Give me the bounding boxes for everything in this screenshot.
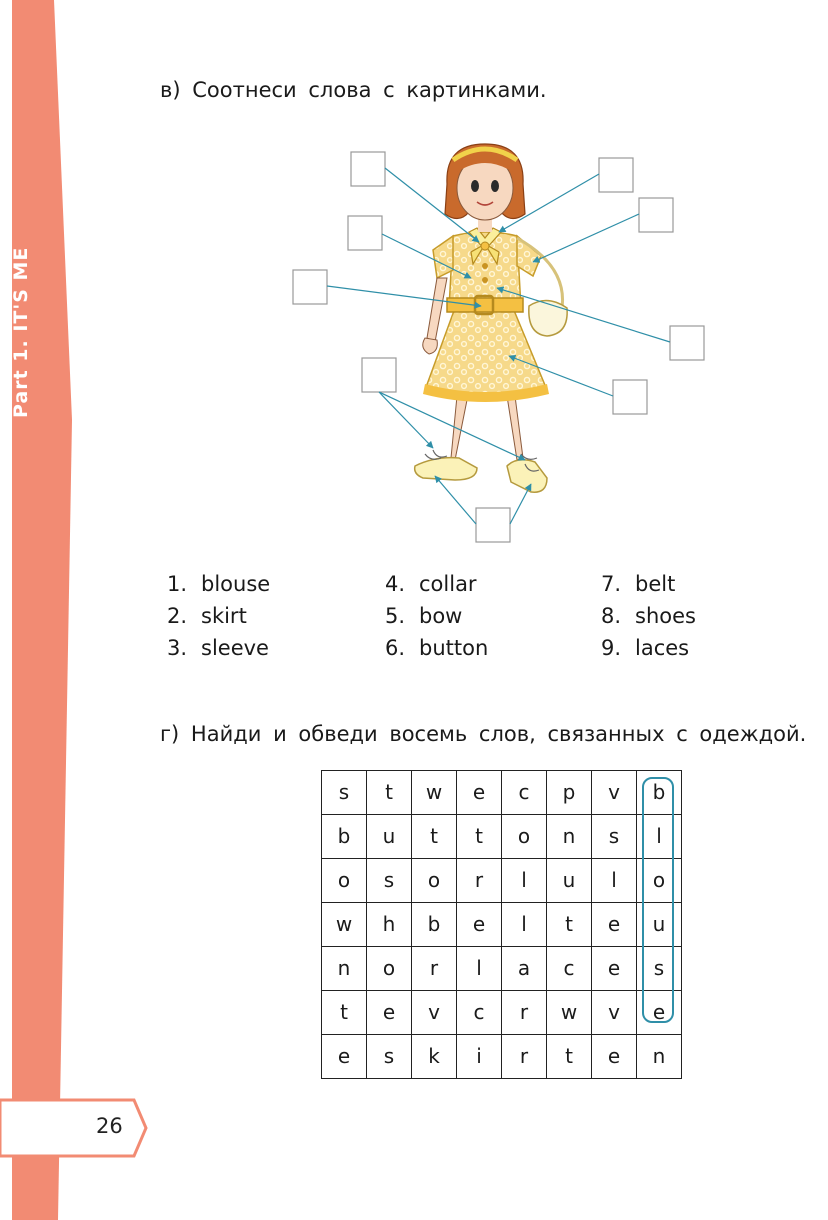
word-item <box>601 568 696 600</box>
word-number: 3. <box>167 636 188 660</box>
grid-cell[interactable]: t <box>457 815 502 859</box>
grid-cell[interactable]: p <box>547 771 592 815</box>
word-text: shoes <box>635 604 696 628</box>
answer-box-3[interactable] <box>293 270 327 304</box>
grid-cell[interactable]: n <box>547 815 592 859</box>
grid-cell[interactable]: s <box>592 815 637 859</box>
grid-cell[interactable]: e <box>322 1035 367 1079</box>
grid-cell[interactable]: n <box>322 947 367 991</box>
task-v-instruction: Соотнеси слова с картинками. <box>192 78 547 102</box>
grid-cell[interactable]: l <box>592 859 637 903</box>
answer-box-5[interactable] <box>599 158 633 192</box>
word-text: blouse <box>201 572 271 596</box>
word-item <box>601 632 696 664</box>
grid-cell[interactable]: t <box>322 991 367 1035</box>
grid-cell[interactable]: e <box>367 991 412 1035</box>
word-number: 1. <box>167 572 188 596</box>
task-g-heading <box>160 722 806 746</box>
word-text: laces <box>635 636 690 660</box>
grid-cell[interactable]: o <box>637 859 682 903</box>
grid-cell[interactable]: l <box>502 903 547 947</box>
grid-cell[interactable]: e <box>457 903 502 947</box>
word-item <box>167 568 270 600</box>
grid-cell[interactable]: c <box>457 991 502 1035</box>
word-item <box>385 568 488 600</box>
grid-cell[interactable]: r <box>412 947 457 991</box>
grid-cell[interactable]: r <box>502 991 547 1035</box>
word-text: bow <box>419 604 463 628</box>
grid-cell[interactable]: h <box>367 903 412 947</box>
word-item <box>385 632 488 664</box>
grid-cell[interactable]: b <box>412 903 457 947</box>
grid-cell[interactable]: t <box>367 771 412 815</box>
task-g-marker: г) <box>160 722 180 746</box>
word-text: sleeve <box>201 636 269 660</box>
word-text: button <box>419 636 489 660</box>
grid-cell[interactable]: b <box>322 815 367 859</box>
grid-cell[interactable]: t <box>547 1035 592 1079</box>
page-number-tab <box>0 1096 150 1160</box>
grid-cell[interactable]: l <box>502 859 547 903</box>
part-label: Part 1. IT'S ME <box>10 246 32 418</box>
answer-box-4[interactable] <box>362 358 396 392</box>
grid-cell[interactable]: l <box>457 947 502 991</box>
grid-cell[interactable]: w <box>547 991 592 1035</box>
word-item <box>167 600 270 632</box>
answer-box-1[interactable] <box>351 152 385 186</box>
word-list-column-2 <box>385 568 488 664</box>
grid-cell[interactable]: t <box>412 815 457 859</box>
grid-cell[interactable]: w <box>412 771 457 815</box>
grid-cell[interactable]: i <box>457 1035 502 1079</box>
grid-cell[interactable]: u <box>547 859 592 903</box>
grid-cell[interactable]: v <box>412 991 457 1035</box>
answer-box-2[interactable] <box>348 216 382 250</box>
word-number: 8. <box>601 604 622 628</box>
word-item <box>601 600 696 632</box>
grid-cell[interactable]: e <box>592 903 637 947</box>
word-item <box>385 600 488 632</box>
grid-cell[interactable]: c <box>547 947 592 991</box>
word-text: collar <box>419 572 477 596</box>
grid-cell[interactable]: u <box>367 815 412 859</box>
grid-row <box>322 991 682 1035</box>
word-number: 2. <box>167 604 188 628</box>
grid-cell[interactable]: l <box>637 815 682 859</box>
grid-row <box>322 947 682 991</box>
grid-cell[interactable]: e <box>457 771 502 815</box>
grid-cell[interactable]: s <box>637 947 682 991</box>
word-text: skirt <box>201 604 247 628</box>
grid-cell[interactable]: k <box>412 1035 457 1079</box>
word-number: 6. <box>385 636 406 660</box>
grid-row <box>322 903 682 947</box>
grid-cell[interactable]: v <box>592 991 637 1035</box>
word-number: 9. <box>601 636 622 660</box>
grid-row <box>322 815 682 859</box>
grid-cell[interactable]: o <box>412 859 457 903</box>
word-number: 7. <box>601 572 622 596</box>
word-search-grid <box>321 770 682 1079</box>
grid-cell[interactable]: o <box>367 947 412 991</box>
found-word-highlight <box>642 777 674 1023</box>
task-v-heading <box>160 78 547 102</box>
grid-cell[interactable]: e <box>637 991 682 1035</box>
grid-cell[interactable]: c <box>502 771 547 815</box>
grid-cell[interactable]: s <box>322 771 367 815</box>
grid-cell[interactable]: u <box>637 903 682 947</box>
grid-cell[interactable]: o <box>502 815 547 859</box>
word-item <box>167 632 270 664</box>
grid-row <box>322 771 682 815</box>
word-number: 5. <box>385 604 406 628</box>
grid-cell[interactable]: e <box>592 947 637 991</box>
answer-box-8[interactable] <box>613 380 647 414</box>
grid-cell[interactable]: o <box>322 859 367 903</box>
word-list-column-1 <box>167 568 270 664</box>
grid-cell[interactable]: t <box>547 903 592 947</box>
task-v-marker: в) <box>160 78 181 102</box>
grid-cell[interactable]: b <box>637 771 682 815</box>
grid-cell[interactable]: a <box>502 947 547 991</box>
grid-cell[interactable]: r <box>502 1035 547 1079</box>
grid-cell[interactable]: r <box>457 859 502 903</box>
grid-row <box>322 1035 682 1079</box>
grid-cell[interactable]: s <box>367 1035 412 1079</box>
grid-cell[interactable]: n <box>637 1035 682 1079</box>
grid-cell[interactable]: v <box>592 771 637 815</box>
grid-cell[interactable]: e <box>592 1035 637 1079</box>
word-list-column-3 <box>601 568 696 664</box>
page-number: 26 <box>96 1114 123 1138</box>
word-text: belt <box>635 572 676 596</box>
answer-box-7[interactable] <box>670 326 704 360</box>
girl-clothing-illustration <box>285 138 715 550</box>
grid-row <box>322 859 682 903</box>
word-number: 4. <box>385 572 406 596</box>
answer-box-6[interactable] <box>639 198 673 232</box>
grid-cell[interactable]: w <box>322 903 367 947</box>
task-g-instruction: Найди и обведи восемь слов, связанных с одеждой. <box>190 722 807 746</box>
grid-cell[interactable]: s <box>367 859 412 903</box>
answer-box-9[interactable] <box>476 508 510 542</box>
